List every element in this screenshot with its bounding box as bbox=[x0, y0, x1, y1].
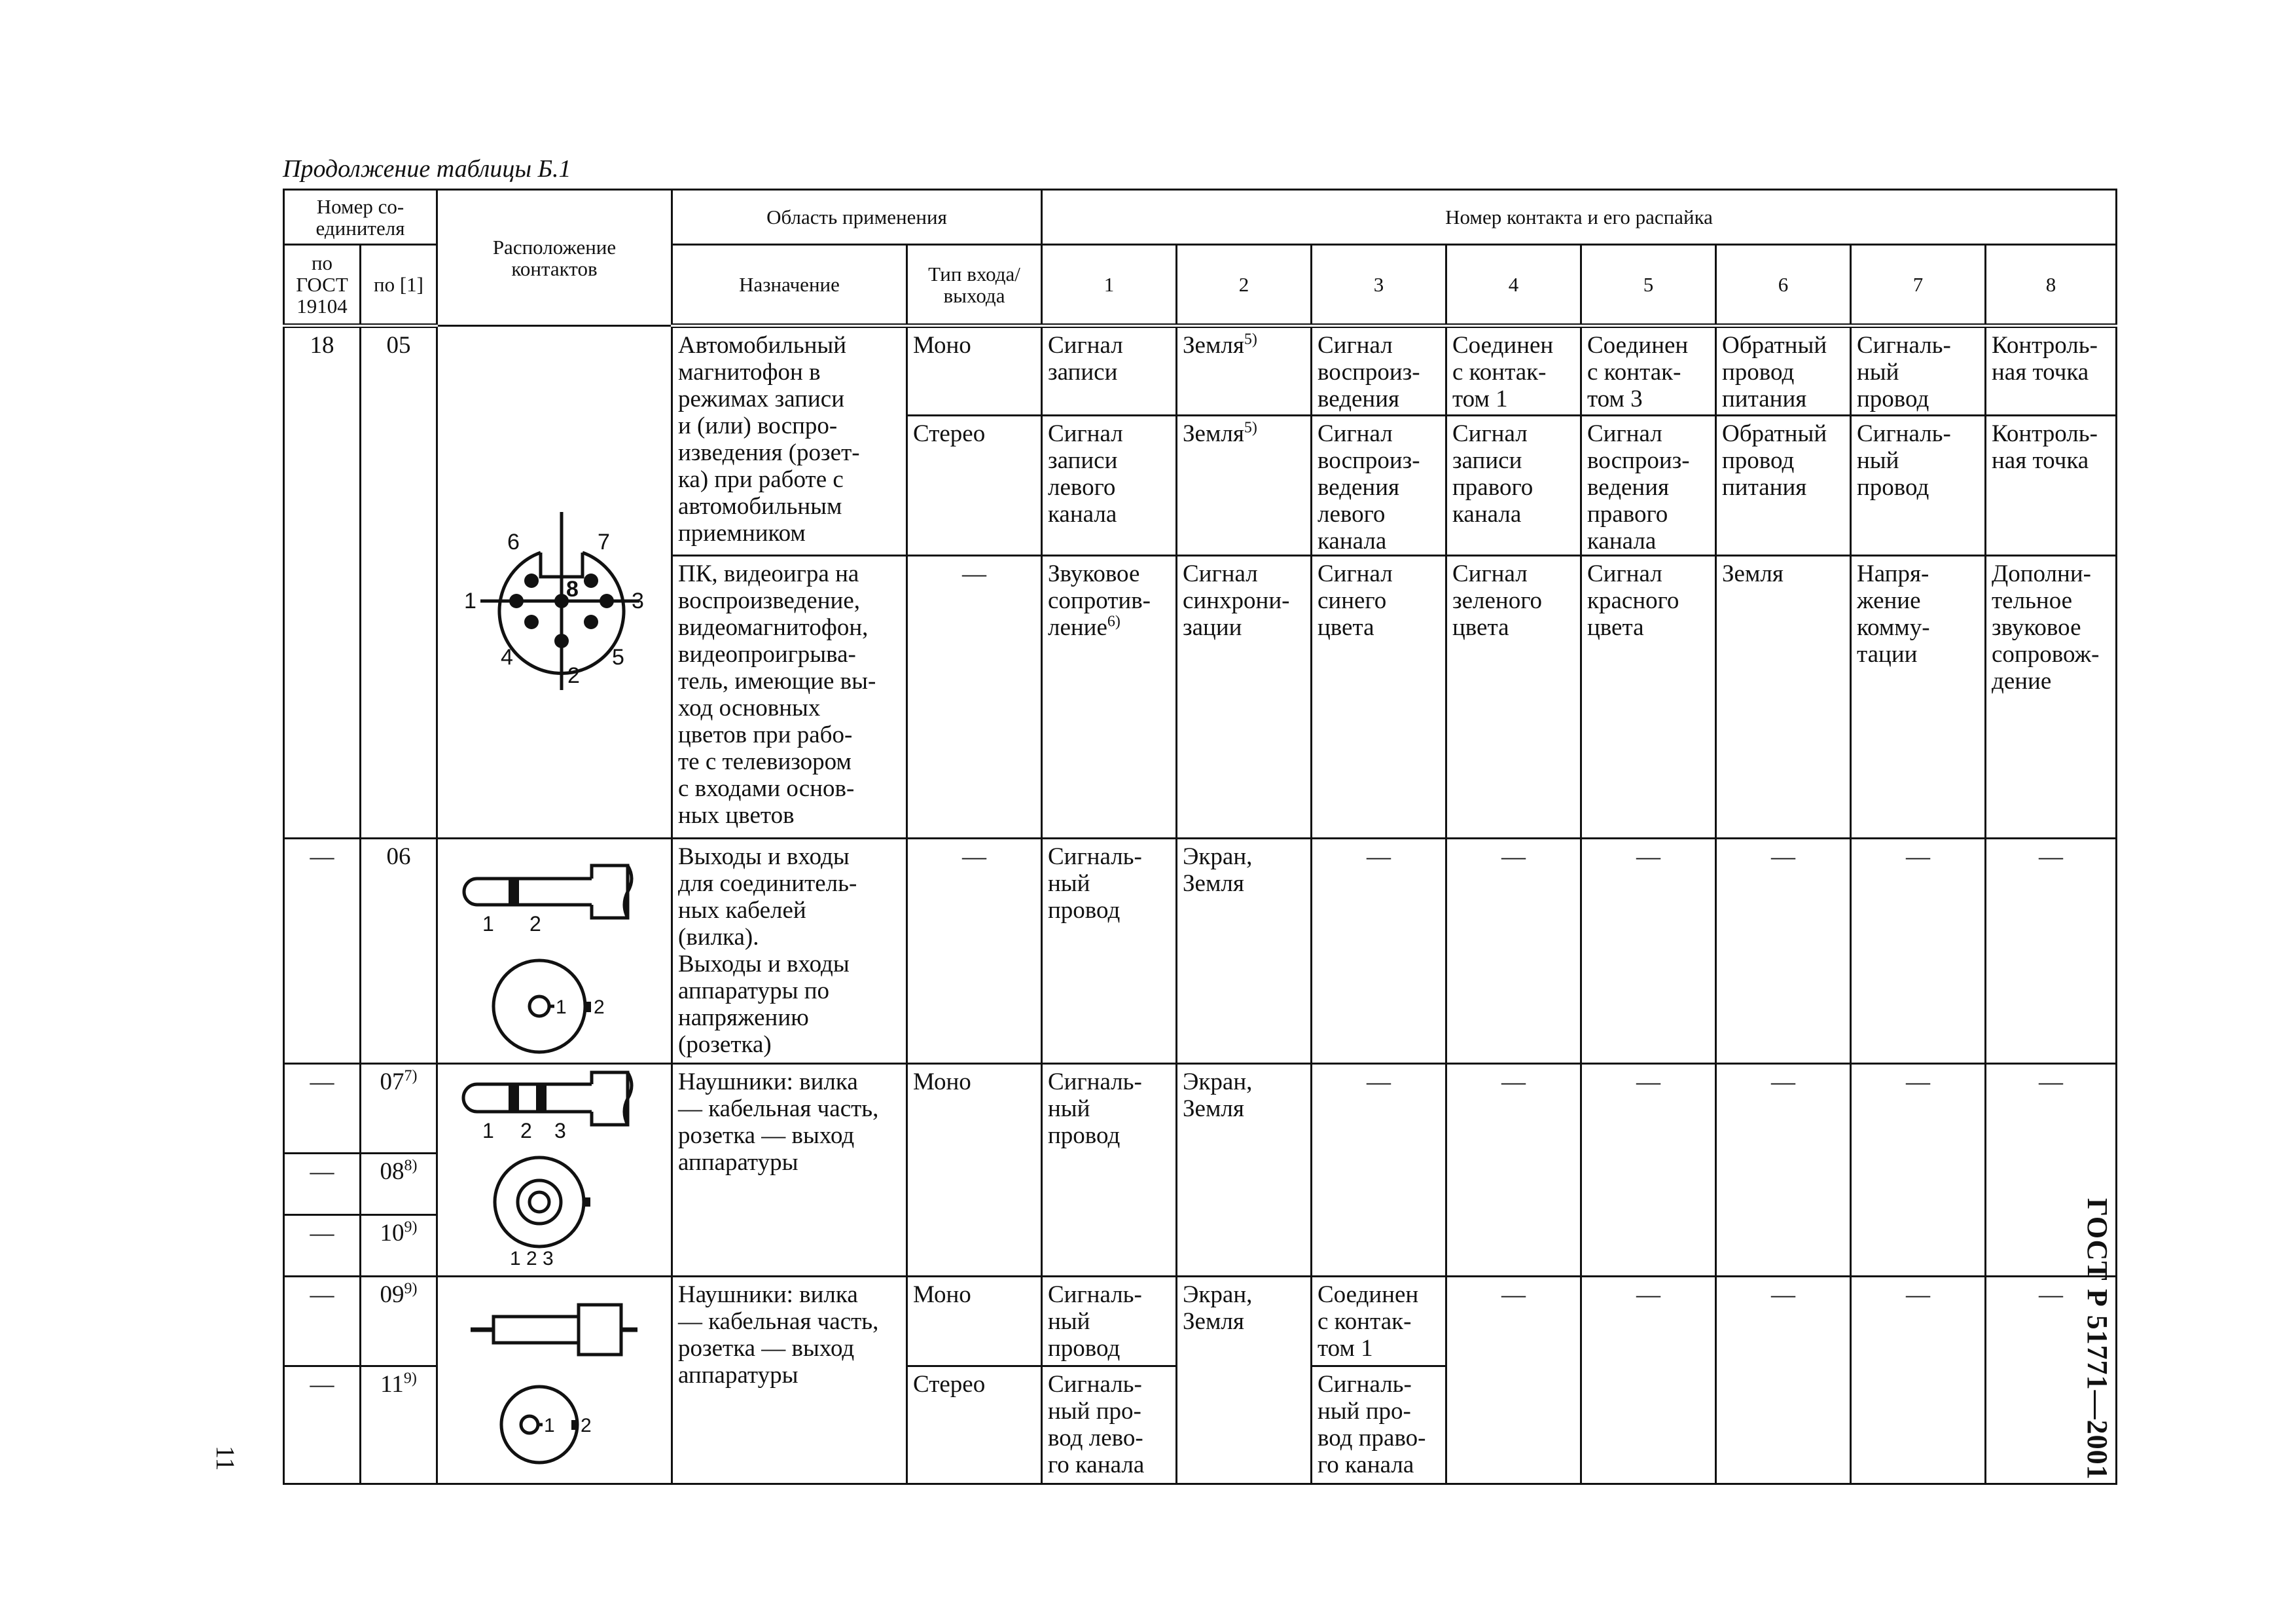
header-contact-layout: Расположение контактов bbox=[437, 190, 672, 326]
din8-connector-figure bbox=[437, 326, 672, 839]
pin-cell: Дополни- тельное звуковое сопровож- дение bbox=[1986, 556, 2117, 839]
pin-cell: Сигнал записи правого канала bbox=[1446, 416, 1581, 556]
io-mono: Моно bbox=[907, 1277, 1042, 1366]
gost-number: 18 bbox=[284, 326, 361, 839]
io-stereo: Стерео bbox=[907, 416, 1042, 556]
jack-plug-2pin-icon bbox=[438, 839, 672, 1062]
header-connector-no: Номер со- единителя bbox=[284, 190, 437, 245]
pin-cell: Земля bbox=[1716, 556, 1851, 839]
io-stereo: Стерео bbox=[907, 1366, 1042, 1484]
standard-code: ГОСТ Р 51771—2001 bbox=[2081, 1198, 2113, 1480]
header-io-type: Тип входа/ выхода bbox=[907, 245, 1042, 326]
ref-number: 07$^{7)}$ bbox=[361, 1064, 437, 1154]
gost-number: — bbox=[284, 1366, 361, 1484]
header-pin-2: 2 bbox=[1177, 245, 1312, 326]
pin-cell: Напря- жение комму- тации bbox=[1851, 556, 1986, 839]
pin-cell: Экран, Земля bbox=[1177, 1277, 1312, 1484]
gost-number: — bbox=[284, 1154, 361, 1215]
header-by-ref: по [1] bbox=[361, 245, 437, 326]
pin-cell: — bbox=[1986, 839, 2117, 1064]
purpose-car-recorder: Автомобильный магнитофон в режимах записи и (или) воспро- изведения (розет- ка) при работе с автомобильным приемником bbox=[672, 326, 907, 556]
pin-cell: — bbox=[1581, 1277, 1716, 1484]
header-pin-7: 7 bbox=[1851, 245, 1986, 326]
gost-number: — bbox=[284, 1215, 361, 1277]
pin-cell: Сигнал красного цвета bbox=[1581, 556, 1716, 839]
ref-number: 05 bbox=[361, 326, 437, 839]
pin-cell: — bbox=[1986, 1277, 2117, 1484]
pin-cell: Сигналь- ный провод bbox=[1851, 416, 1986, 556]
table-row bbox=[284, 326, 2117, 416]
page-number: 11 bbox=[211, 1446, 240, 1471]
table-caption: Продолжение таблицы Б.1 bbox=[283, 155, 571, 183]
jack-plug-3pin-icon bbox=[438, 1065, 672, 1274]
pin-cell: — bbox=[1716, 839, 1851, 1064]
plug-label-1: 1 bbox=[482, 912, 494, 936]
gost-number: — bbox=[284, 1064, 361, 1154]
table-row bbox=[284, 839, 2117, 1064]
pinout-table bbox=[283, 189, 2117, 1485]
io-mono: Моно bbox=[907, 326, 1042, 416]
plug-label-3: 3 bbox=[554, 1119, 566, 1142]
header-purpose: Назначение bbox=[672, 245, 907, 326]
pin-cell: Сигнал воспроиз- ведения правого канала bbox=[1581, 416, 1716, 556]
pin-cell: Сигнал записи bbox=[1042, 326, 1177, 416]
pin-cell: Соединен с контак- том 1 bbox=[1446, 326, 1581, 416]
ref-number: 10$^{9)}$ bbox=[361, 1215, 437, 1277]
pin-cell: Сигнал записи левого канала bbox=[1042, 416, 1177, 556]
ref-number: 11$^{9)}$ bbox=[361, 1366, 437, 1484]
pin-cell: Соединен с контак- том 3 bbox=[1581, 326, 1716, 416]
io-none: — bbox=[907, 556, 1042, 839]
din-label-4: 4 bbox=[501, 645, 513, 670]
plug-label-1: 1 bbox=[482, 1119, 494, 1142]
pin-cell: — bbox=[1446, 1277, 1581, 1484]
pin-cell: — bbox=[1716, 1064, 1851, 1277]
gost-number: — bbox=[284, 1277, 361, 1366]
pin-cell: Сигналь- ный провод bbox=[1851, 326, 1986, 416]
header-pin-1: 1 bbox=[1042, 245, 1177, 326]
purpose-cable-io: Выходы и входы для соединитель- ных кабелей (вилка). Выходы и входы аппаратуры по напряжению (розетка) bbox=[672, 839, 907, 1064]
miniplug-figure bbox=[437, 1277, 672, 1484]
socket-label-2: 2 bbox=[594, 996, 605, 1018]
ref-number: 08$^{8)}$ bbox=[361, 1154, 437, 1215]
pin-cell: — bbox=[1716, 1277, 1851, 1484]
pin-cell: Сигналь- ный провод bbox=[1042, 839, 1177, 1064]
header-pin-3: 3 bbox=[1312, 245, 1446, 326]
header-pin-4: 4 bbox=[1446, 245, 1581, 326]
pin-cell: Звуковое сопротив- ление$^{6)}$ bbox=[1042, 556, 1177, 839]
header-pin-5: 5 bbox=[1581, 245, 1716, 326]
pin-cell: Сигнал воспроиз- ведения левого канала bbox=[1312, 416, 1446, 556]
din-label-2: 2 bbox=[567, 663, 580, 688]
header-application-area: Область применения bbox=[672, 190, 1042, 245]
pin-cell: Сигналь- ный провод bbox=[1042, 1277, 1177, 1366]
pin-cell: — bbox=[1851, 1064, 1986, 1277]
din-label-5: 5 bbox=[612, 645, 624, 670]
pin-cell: Обратный провод питания bbox=[1716, 416, 1851, 556]
gost-number: — bbox=[284, 839, 361, 1064]
pin-cell: — bbox=[1446, 839, 1581, 1064]
plug-label-2: 2 bbox=[529, 912, 541, 936]
din-label-3: 3 bbox=[632, 589, 644, 613]
socket-label-1: 1 bbox=[556, 996, 567, 1018]
ref-number: 06 bbox=[361, 839, 437, 1064]
pin-cell: Контроль- ная точка bbox=[1986, 416, 2117, 556]
pin-cell: Земля$^{5)}$ bbox=[1177, 416, 1312, 556]
purpose-headphones: Наушники: вилка — кабельная часть, розетка — выход аппаратуры bbox=[672, 1277, 907, 1484]
ref-number: 09$^{9)}$ bbox=[361, 1277, 437, 1366]
pin-cell: Сигнал синхрони- зации bbox=[1177, 556, 1312, 839]
header-pin-8: 8 bbox=[1986, 245, 2117, 326]
pin-cell: Обратный провод питания bbox=[1716, 326, 1851, 416]
table-row bbox=[284, 1064, 2117, 1154]
pin-cell: Сигналь- ный провод bbox=[1042, 1064, 1177, 1277]
io-none: — bbox=[907, 839, 1042, 1064]
pin-cell: Сигналь- ный про- вод право- го канала bbox=[1312, 1366, 1446, 1484]
pin-cell: — bbox=[1851, 839, 1986, 1064]
table-row bbox=[284, 1277, 2117, 1366]
io-mono: Моно bbox=[907, 1064, 1042, 1277]
header-by-gost: по ГОСТ 19104 bbox=[284, 245, 361, 326]
din-label-6: 6 bbox=[507, 530, 520, 555]
pin-cell: — bbox=[1581, 839, 1716, 1064]
plug-label-2: 2 bbox=[520, 1119, 532, 1142]
pin-cell: — bbox=[1986, 1064, 2117, 1277]
jack-3pin-figure bbox=[437, 1064, 672, 1277]
pin-cell: Сигнал синего цвета bbox=[1312, 556, 1446, 839]
pin-cell: — bbox=[1312, 839, 1446, 1064]
pin-cell: — bbox=[1446, 1064, 1581, 1277]
pin-cell: Сигнал воспроиз- ведения bbox=[1312, 326, 1446, 416]
socket-label-1: 1 bbox=[544, 1415, 555, 1436]
pin-cell: Контроль- ная точка bbox=[1986, 326, 2117, 416]
pin-cell: Соединен с контак- том 1 bbox=[1312, 1277, 1446, 1366]
din8-socket-icon bbox=[438, 327, 672, 837]
pin-cell: Экран, Земля bbox=[1177, 839, 1312, 1064]
pin-cell: — bbox=[1851, 1277, 1986, 1484]
header-pin-assignment: Номер контакта и его распайка bbox=[1042, 190, 2117, 245]
pin-cell: Земля$^{5)}$ bbox=[1177, 326, 1312, 416]
din-label-1: 1 bbox=[464, 589, 476, 613]
mini-plug-icon bbox=[438, 1277, 672, 1474]
din-label-8: 8 bbox=[566, 577, 579, 602]
pin-cell: — bbox=[1581, 1064, 1716, 1277]
header-pin-6: 6 bbox=[1716, 245, 1851, 326]
socket-labels: 1 2 3 bbox=[510, 1248, 554, 1269]
purpose-rgb-video: ПК, видеоигра на воспроизведение, видеомагнитофон, видеопроигрыва- тель, имеющие вы- ход основных цветов при рабо- те с телевизором с входами основ- ных цветов bbox=[672, 556, 907, 839]
purpose-headphones: Наушники: вилка — кабельная часть, розетка — выход аппаратуры bbox=[672, 1064, 907, 1277]
pin-cell: — bbox=[1312, 1064, 1446, 1277]
jack-2pin-figure bbox=[437, 839, 672, 1064]
pin-cell: Сигналь- ный про- вод лево- го канала bbox=[1042, 1366, 1177, 1484]
pin-cell: Экран, Земля bbox=[1177, 1064, 1312, 1277]
socket-label-2: 2 bbox=[581, 1415, 592, 1436]
pin-cell: Сигнал зеленого цвета bbox=[1446, 556, 1581, 839]
din-label-7: 7 bbox=[598, 530, 610, 555]
